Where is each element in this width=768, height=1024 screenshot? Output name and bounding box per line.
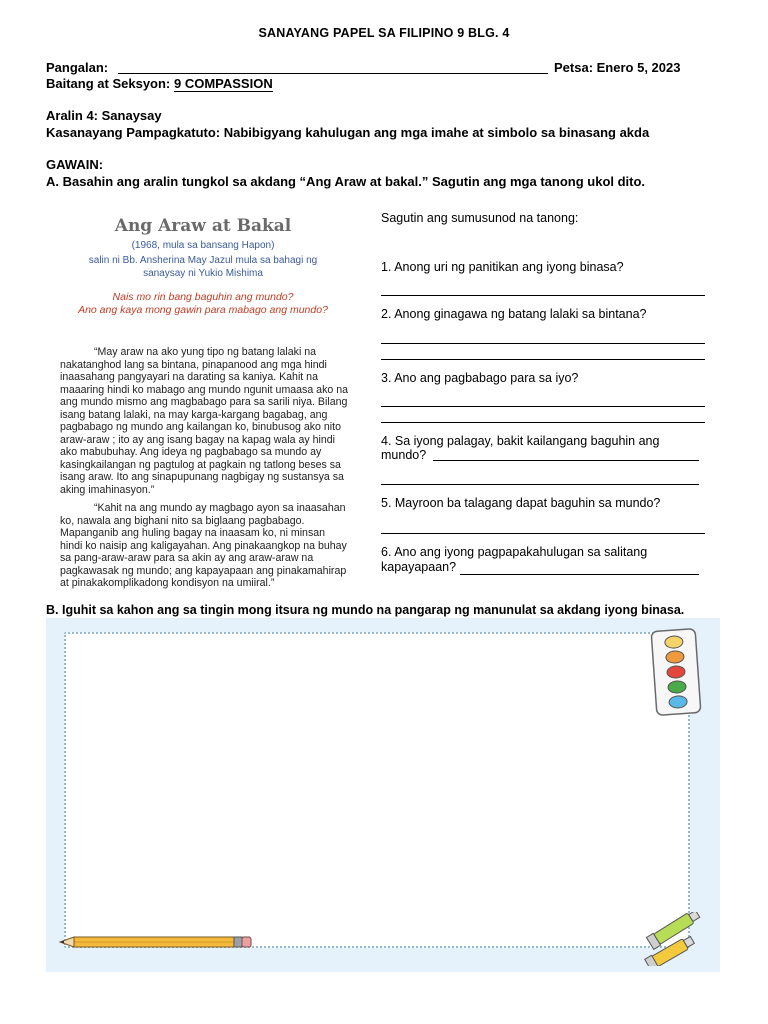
drawing-area[interactable] — [64, 632, 690, 948]
answer-line-4b[interactable] — [381, 484, 699, 485]
name-label: Pangalan: — [46, 60, 109, 75]
date-label: Petsa: Enero 5, 2023 — [554, 60, 681, 75]
instruction-a: A. Basahin ang aralin tungkol sa akdang “Ang Araw at bakal.” Sagutin ang mga tanong ukol dito. — [46, 174, 646, 189]
question-4: 4. Sa iyong palagay, bakit kailangang baguhin ang — [381, 434, 660, 448]
essay-paragraph-1 — [60, 346, 350, 496]
essay-subtitle-2: salin ni Bb. Ansherina May Jazul mula sa bahagi ng — [88, 255, 318, 266]
answer-line-5[interactable] — [381, 533, 705, 534]
question-5: 5. Mayroon ba talagang dapat baguhin sa mundo? — [381, 496, 661, 510]
essay-title: Ang Araw at Bakal — [114, 216, 292, 236]
pencil-icon — [58, 932, 254, 952]
question-6-cont: kapayapaan? — [381, 560, 457, 574]
essay-paragraph-1-text: “May araw na ako yung tipo ng batang lalaki na nakatanghod lang sa bintana, pinapanood ang mga hindi inaasahang pangyayari na darating sa kaniya. Kahit na maaaring hindi ko mabago ang mundo ngunit umaasa ako na ang mundo mismo ang magbabago para sa sarili niya. Bilang isang batang lalaki, na may karga-kargang bagabag, ang pagbabago ng mundo ang kailangan ko, binubusog ako nito araw-araw ; ito ay ang isang bagay na kapag wala ay hindi ako mabubuhay. Ang ideya ng pagbabago sa mundo ay kasingkailangan ng pagtulog at pagkain ng tatlong beses sa isang araw. Ito ang sinapupunang nagbigay ng sustansya sa aking imahinasyon.” — [60, 346, 348, 496]
essay-subtitle-3: sanaysay ni Yukio Mishima — [143, 268, 263, 279]
paint-palette-icon — [650, 626, 702, 718]
questions-heading: Sagutin ang sumusunod na tanong: — [381, 211, 579, 225]
aralin-label: Aralin 4: Sanaysay — [46, 108, 162, 123]
essay-subtitle-1: (1968, mula sa bansang Hapon) — [131, 240, 275, 251]
gawain-label: GAWAIN: — [46, 157, 104, 172]
question-6: 6. Ano ang iyong pagpapakahulugan sa salitang — [381, 545, 648, 559]
question-4-cont: mundo? — [381, 448, 427, 462]
essay-question-2: Ano ang kaya mong gawin para mabago ang mundo? — [78, 304, 328, 316]
essay-question-1: Nais mo rin bang baguhin ang mundo? — [112, 291, 294, 303]
answer-line-3a[interactable] — [381, 406, 705, 407]
worksheet-title: SANAYANG PAPEL SA FILIPINO 9 BLG. 4 — [258, 26, 510, 40]
essay-paragraph-2-text: “Kahit na ang mundo ay magbago ayon sa inaasahan ko, nawala ang bighani nito sa biglaang pagbabago. Mapanganib ang huling bagay na inaasam ko, ni minsan hindi ko naisip ang kaligayahan. Ang pinakaangkop na buhay sa pang-araw-araw para sa akin ay ang araw-araw na pagkawasak ng mundo; ang kapayapaan ang pinakamahirap at pinakakomplikadong kondisyon na umiiral.” — [60, 502, 347, 589]
grade-value: 9 COMPASSION — [174, 76, 273, 91]
answer-line-6[interactable] — [460, 574, 699, 575]
paint-tubes-icon — [640, 912, 716, 966]
competency-text: Kasanayang Pampagkatuto: Nabibigyang kahulugan ang mga imahe at simbolo sa binasang akda — [46, 125, 650, 140]
question-1: 1. Anong uri ng panitikan ang iyong binasa? — [381, 260, 624, 274]
answer-line-1[interactable] — [381, 295, 705, 296]
name-field[interactable] — [118, 73, 548, 74]
essay-paragraph-2 — [60, 502, 350, 590]
answer-line-4a[interactable] — [433, 460, 699, 461]
answer-line-2b[interactable] — [381, 359, 705, 360]
question-2: 2. Anong ginagawa ng batang lalaki sa bintana? — [381, 307, 647, 321]
question-3: 3. Ano ang pagbabago para sa iyo? — [381, 371, 579, 385]
answer-line-3b[interactable] — [381, 422, 705, 423]
grade-label: Baitang at Seksyon: — [46, 76, 171, 91]
answer-line-2a[interactable] — [381, 343, 705, 344]
instruction-b: B. Iguhit sa kahon ang sa tingin mong itsura ng mundo na pangarap ng manunulat sa akdang iyong binasa. — [46, 603, 685, 617]
